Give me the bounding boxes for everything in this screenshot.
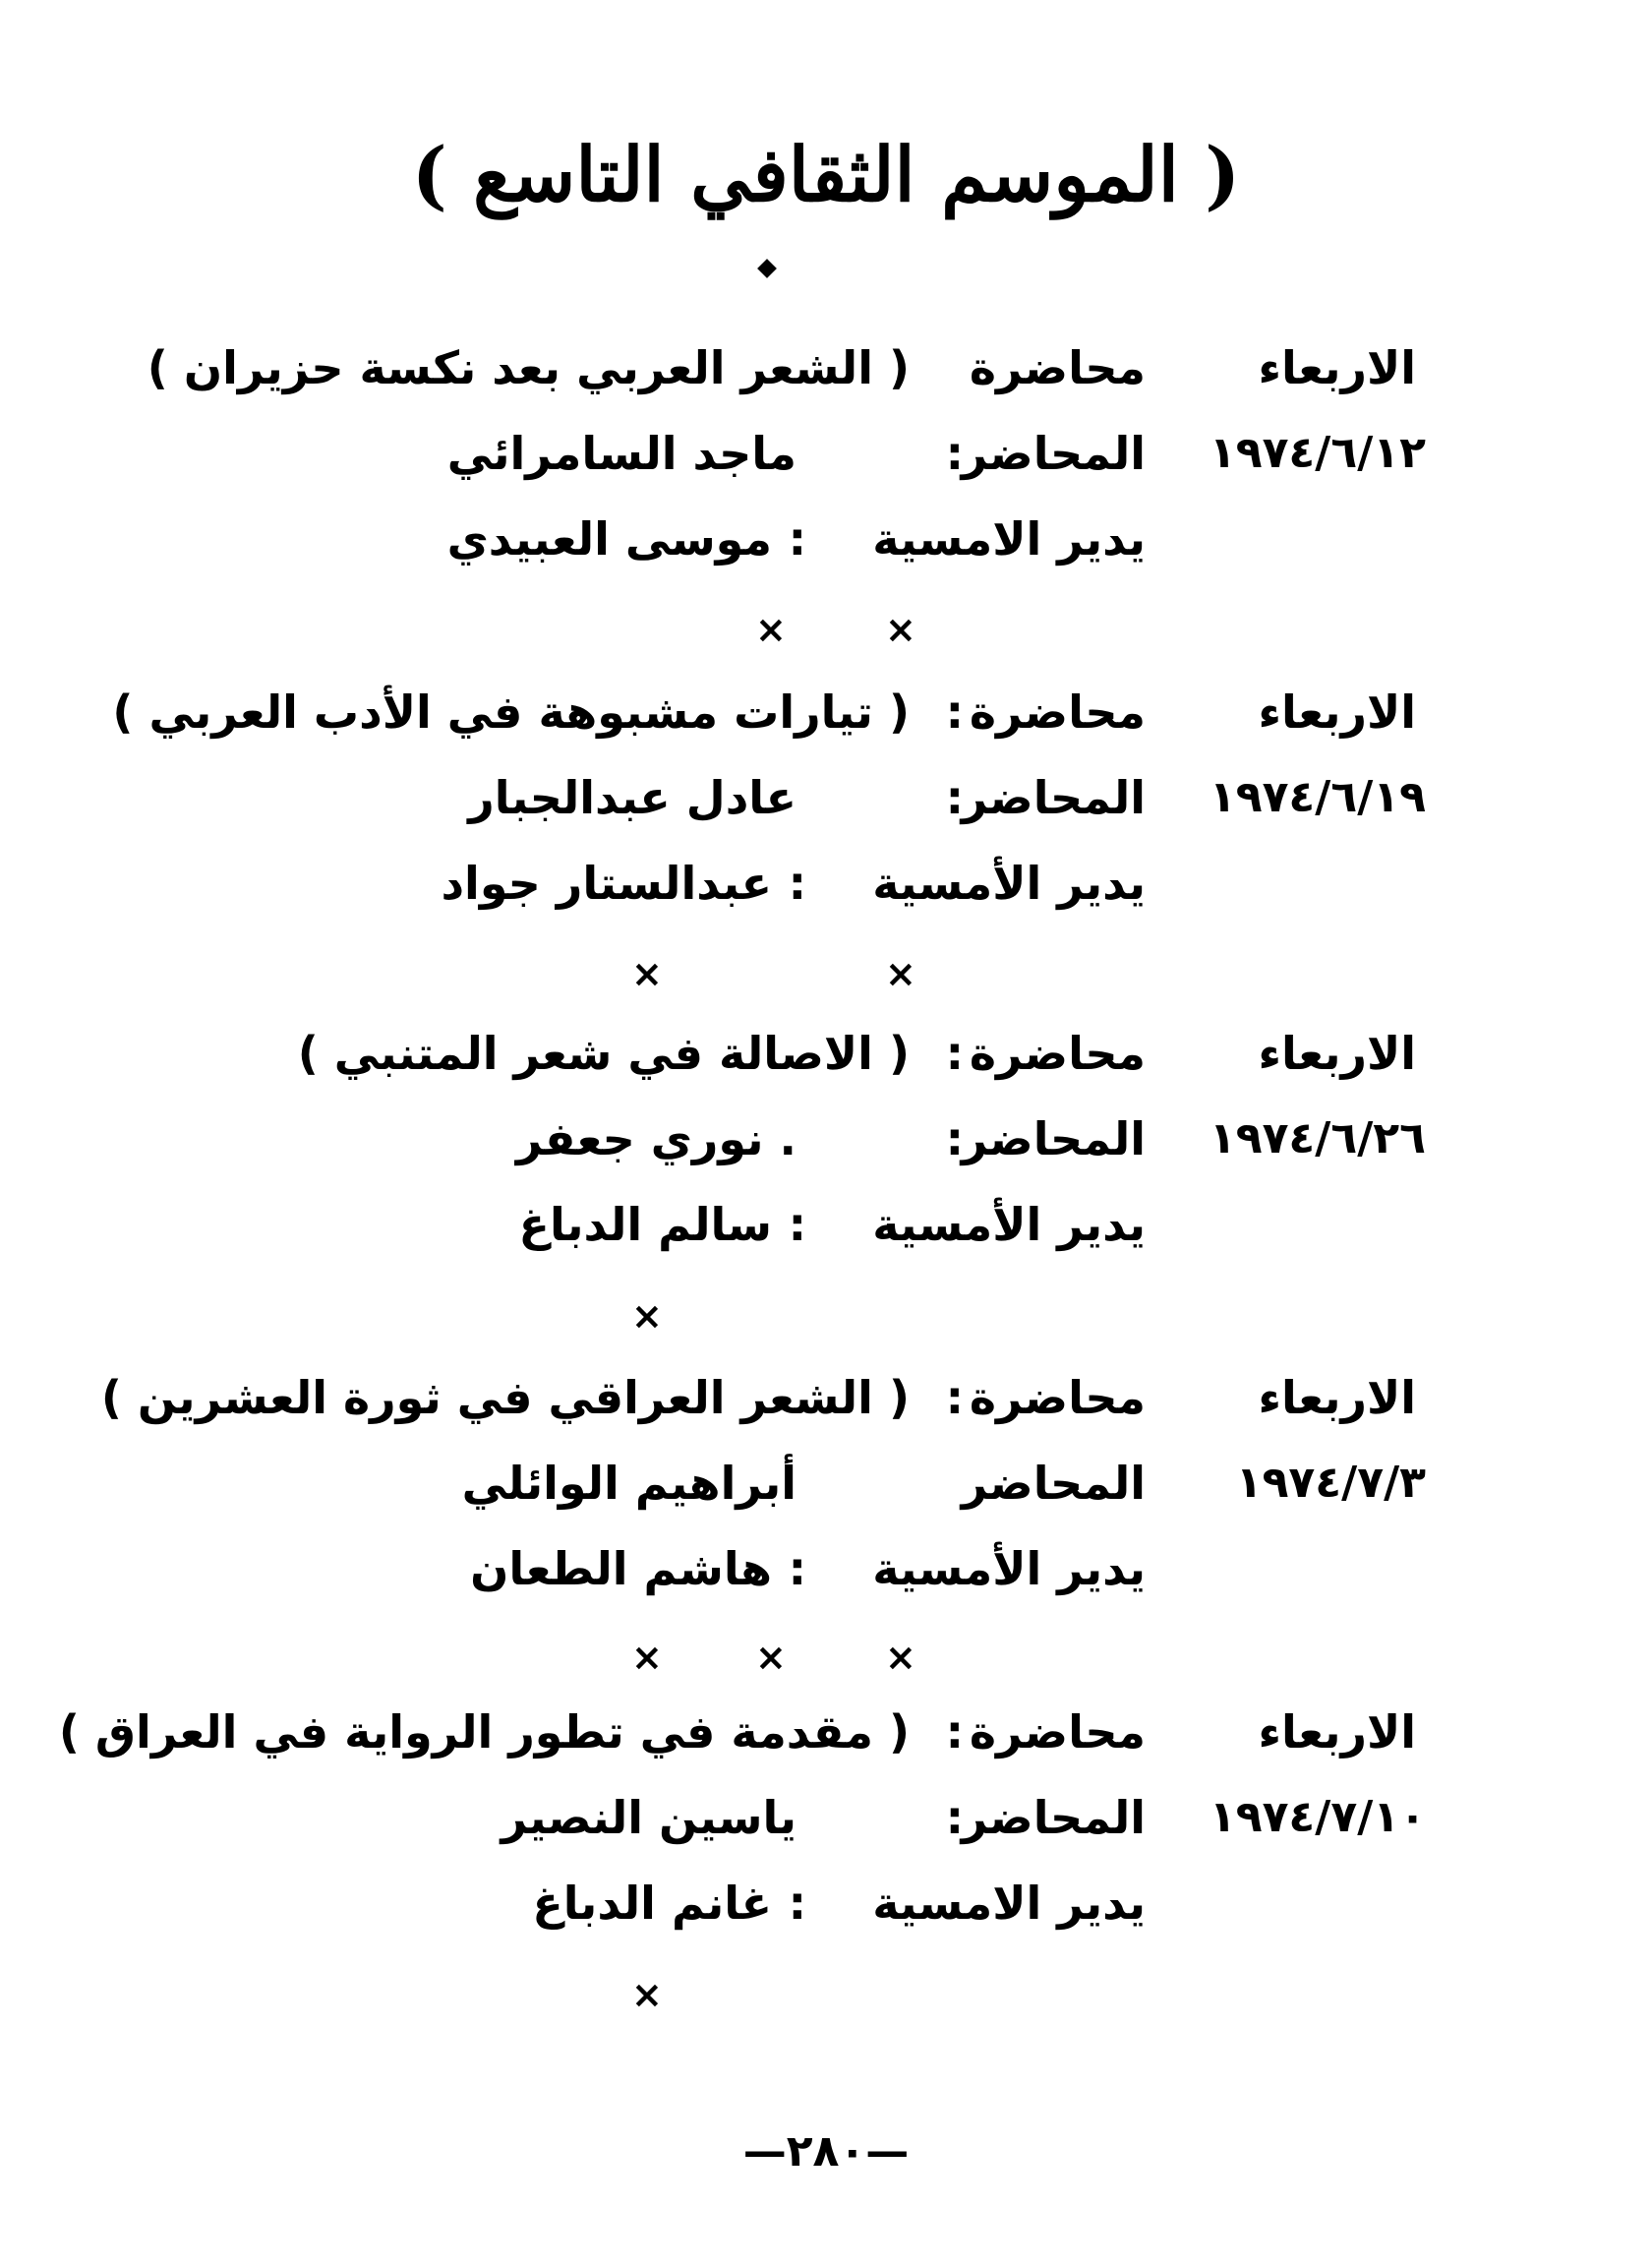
lecture-label: محاضرة	[969, 1371, 1146, 1424]
lecture-colon: :	[945, 1371, 964, 1424]
page-number: —٢٨٠—	[742, 2126, 910, 2177]
entry-day: الاربعاء	[1258, 341, 1416, 394]
entry-date: ١٩٧٤/٧/٣	[1235, 1458, 1426, 1508]
entry-day: الاربعاء	[1258, 1705, 1416, 1759]
lecture-label: محاضرة	[969, 1705, 1146, 1759]
page-title: ( الموسم الثقافي التاسع )	[411, 131, 1241, 218]
moderator-name: موسى العبيدي	[446, 512, 772, 566]
separator-x-icon: ×	[755, 608, 787, 651]
lecture-title: ( الشعر العراقي في ثورة العشرين )	[100, 1371, 910, 1424]
lecture-entry	[0, 1362, 1652, 1716]
lecturer-label: المحاضر	[961, 1791, 1146, 1844]
moderator-label: يدير الأمسية	[872, 1542, 1146, 1595]
moderator-name: هاشم الطعان	[470, 1542, 772, 1595]
lecturer-label: المحاضر	[961, 1457, 1146, 1510]
lecturer-colon: :	[945, 427, 964, 480]
separator-x-icon: ×	[631, 952, 663, 995]
moderator-label: يدير الامسية	[872, 1877, 1146, 1930]
lecturer-colon: :	[945, 771, 964, 824]
lecture-label: محاضرة	[969, 341, 1146, 394]
separator-x-icon: ×	[631, 1973, 663, 2016]
lecture-colon: :	[945, 1027, 964, 1080]
lecturer-label: المحاضر	[961, 1112, 1146, 1165]
lecture-entry	[0, 332, 1652, 686]
lecture-title: ( تيارات مشبوهة في الأدب العربي )	[112, 686, 910, 739]
separator-x-icon: ×	[755, 1636, 787, 1679]
moderator-name: عبدالستار جواد	[441, 857, 772, 910]
ornament-diamond-icon	[757, 259, 777, 278]
moderator-label: يدير الامسية	[872, 512, 1146, 566]
lecture-title: ( الشعر العربي بعد نكسة حزيران )	[147, 341, 910, 394]
moderator-name: سالم الدباغ	[518, 1198, 772, 1251]
entry-date: ١٩٧٤/٦/١٩	[1209, 772, 1426, 822]
lecturer-name: ياسين النصير	[501, 1791, 796, 1844]
moderator-colon: :	[788, 1877, 806, 1930]
lecture-label: محاضرة	[969, 686, 1146, 739]
entry-date: ١٩٧٤/٦/٢٦	[1209, 1113, 1426, 1163]
entry-day: الاربعاء	[1258, 1371, 1416, 1424]
entry-day: الاربعاء	[1258, 686, 1416, 739]
moderator-colon: :	[788, 1542, 806, 1595]
separator-x-icon: ×	[885, 608, 916, 651]
separator-x-icon: ×	[885, 1636, 916, 1679]
separator-x-icon: ×	[631, 1636, 663, 1679]
lecturer-name: عادل عبدالجبار	[468, 771, 796, 824]
lecturer-name: أبراهيم الوائلي	[461, 1457, 796, 1510]
lecture-title: ( مقدمة في تطور الرواية في العراق )	[58, 1705, 910, 1759]
moderator-label: يدير الأمسية	[872, 1198, 1146, 1251]
entry-date: ١٩٧٤/٦/١٢	[1209, 428, 1426, 478]
entry-day: الاربعاء	[1258, 1027, 1416, 1080]
lecture-colon: :	[945, 1705, 964, 1759]
entry-date: ١٩٧٤/٧/١٠	[1209, 1792, 1426, 1842]
separator-x-icon: ×	[885, 952, 916, 995]
lecture-entry	[0, 1018, 1652, 1372]
lecturer-colon: :	[945, 1791, 964, 1844]
lecturer-name: . نوري جعفر	[515, 1112, 796, 1165]
lecture-colon: :	[945, 686, 964, 739]
lecturer-label: المحاضر	[961, 427, 1146, 480]
lecturer-colon: :	[945, 1112, 964, 1165]
moderator-name: غانم الدباغ	[532, 1877, 772, 1930]
moderator-colon: :	[788, 857, 806, 910]
moderator-label: يدير الأمسية	[872, 857, 1146, 910]
moderator-colon: :	[788, 512, 806, 566]
lecture-entry	[0, 1697, 1652, 2051]
lecture-label: محاضرة	[969, 1027, 1146, 1080]
separator-x-icon: ×	[631, 1294, 663, 1338]
lecturer-name: ماجد السامرائي	[446, 427, 796, 480]
lecture-entry	[0, 677, 1652, 1031]
moderator-colon: :	[788, 1198, 806, 1251]
lecture-title: ( الاصالة في شعر المتنبي )	[297, 1027, 910, 1080]
lecturer-label: المحاضر	[961, 771, 1146, 824]
